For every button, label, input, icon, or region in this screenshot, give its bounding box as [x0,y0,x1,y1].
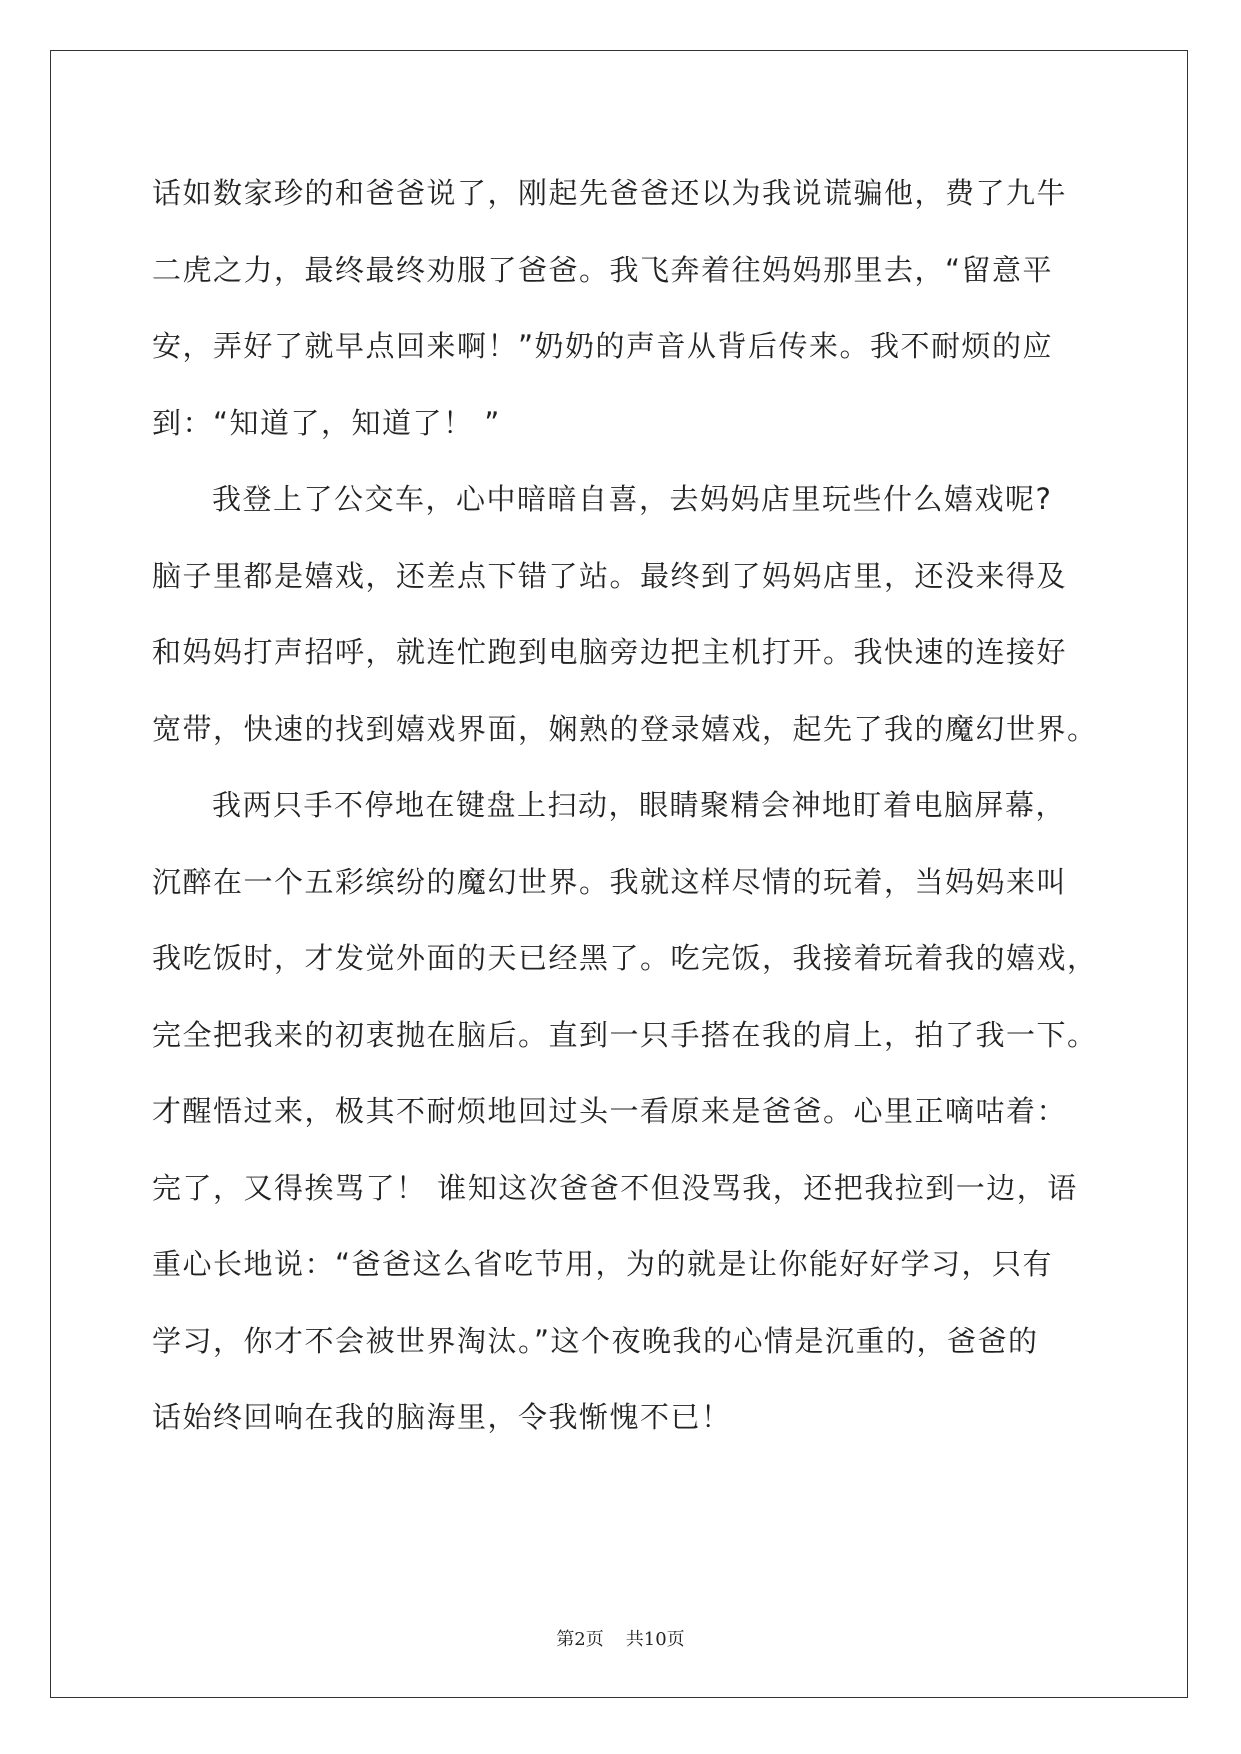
text-line: 沉醉在一个五彩缤纷的魔幻世界。我就这样尽情的玩着，当妈妈来叫 [152,864,1068,899]
page-footer [0,1625,1241,1651]
text-line: 完全把我来的初衷抛在脑后。直到一只手搭在我的肩上，拍了我一下。 [152,1017,1098,1052]
text-line: 话始终回响在我的脑海里，令我惭愧不已！ [152,1400,732,1434]
text-line: 才醒悟过来，极其不耐烦地回过头一看原来是爸爸。心里正嘀咕着： [152,1094,1068,1128]
page-number: 第2页 [556,1629,604,1650]
text-line: 脑子里都是嬉戏，还差点下错了站。最终到了妈妈店里，还没来得及 [152,558,1068,593]
text-line: 重心长地说：“爸爸这么省吃节用，为的就是让你能好好学习，只有 [152,1247,1054,1281]
text-line: 我登上了公交车，心中暗暗自喜，去妈妈店里玩些什么嬉戏呢? [212,482,1053,516]
text-line: 我吃饭时，才发觉外面的天已经黑了。吃完饭，我接着玩着我的嬉戏， [152,941,1098,975]
text-line: 学习，你才不会被世界淘汰。”这个夜晚我的心情是沉重的，爸爸的 [152,1323,1039,1358]
text-line: 我两只手不停地在键盘上扫动，眼睛聚精会神地盯着电脑屏幕， [212,788,1067,822]
text-line: 到：“知道了，知道了！ ” [152,405,501,440]
text-line: 完了，又得挨骂了！ 谁知这次爸爸不但没骂我，还把我拉到一边，语 [152,1170,1078,1205]
text-line: 安，弄好了就早点回来啊！”奶奶的声音从背后传来。我不耐烦的应 [152,329,1054,363]
page-total: 共10页 [625,1629,685,1650]
text-line: 话如数家珍的和爸爸说了，刚起先爸爸还以为我说谎骗他，费了九牛 [152,176,1068,210]
document-body [152,155,1098,1456]
text-line: 二虎之力，最终最终劝服了爸爸。我飞奔着往妈妈那里去，“留意平 [152,252,1054,287]
text-line: 宽带，快速的找到嬉戏界面，娴熟的登录嬉戏，起先了我的魔幻世界。 [152,711,1098,746]
text-line: 和妈妈打声招呼，就连忙跑到电脑旁边把主机打开。我快速的连接好 [152,635,1068,669]
